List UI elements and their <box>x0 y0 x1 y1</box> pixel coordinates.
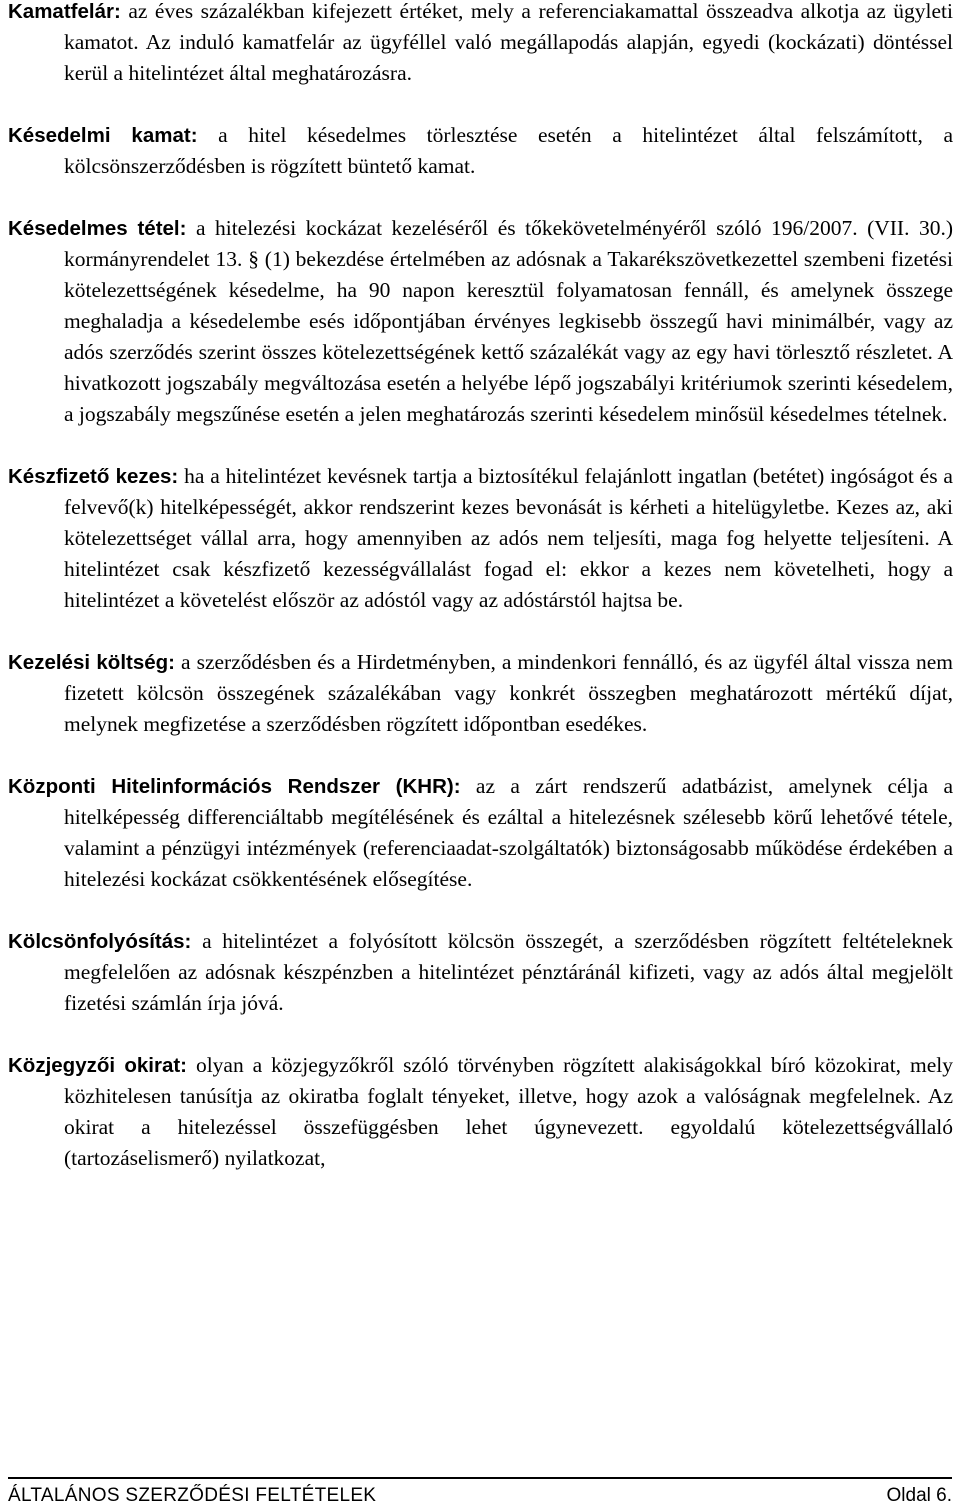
definition-text: az a zárt rendszerű adatbázist, amelynek célja a hitelképesség differenciáltabb megítélésének és ezáltal a hitelezésnek szélesebb körű lehetővé tétele, valamint a pénzügyi intézmények (referenciaadat-szolgáltatók) biztonságosabb működése érdekében a hitelezési kockázat csökkentésének elősegítése. <box>64 774 953 891</box>
definition-term: Kezelési költség: <box>8 651 175 674</box>
definition-kesedelmes-tetel <box>8 213 953 430</box>
definition-text: az éves százalékban kifejezett értéket, mely a referenciakamattal összeadva alkotja az ügyleti kamatot. Az induló kamatfelár az ügyféllel való megállapodás alapján, egyedi (kockázati) döntéssel kerül a hitelintézet által meghatározásra. <box>64 0 953 85</box>
definition-term: Késedelmes tétel: <box>8 217 187 240</box>
definition-kamatfelar <box>8 0 953 89</box>
definition-kezelesi-koltseg <box>8 647 953 740</box>
definition-text: a szerződésben és a Hirdetményben, a mindenkori fennálló, és az ügyfél által vissza nem fizetett kölcsön összegének százalékában vagy konkrét összegben meghatározott mértékű díjat, melynek megfizetése a szerződésben rögzített időpontban esedékes. <box>64 650 954 736</box>
definition-keszfizeto-kezes <box>8 461 953 616</box>
footer-divider <box>8 1477 952 1479</box>
definition-term: Központi Hitelinformációs Rendszer (KHR): <box>8 775 461 798</box>
definitions-list <box>8 0 953 1174</box>
definition-term: Közjegyzői okirat: <box>8 1054 187 1077</box>
definition-text: a hitel késedelmes törlesztése esetén a hitelintézet által felszámított, a kölcsönszerződésben is rögzített büntető kamat. <box>64 123 953 178</box>
definition-term: Késedelmi kamat: <box>8 124 198 147</box>
definition-kesedelmi-kamat <box>8 120 953 182</box>
definition-text: a hitelezési kockázat kezeléséről és tőkekövetelményéről szóló 196/2007. (VII. 30.) kormányrendelet 13. § (1) bekezdése értelmében az adósnak a Takarékszövetkezettel szembeni fizetési kötelezettségének késedelme, ha 90 napon keresztül folyamatosan fennáll, és amelynek összege meghaladja a késedelembe esés időpontjában érvényes legkisebb összegű havi minimálbér, vagy az adós szerződés szerint összes kötelezettségének kettő százalékát vagy az egy havi törlesztő részletet. A hivatkozott jogszabály megváltozása esetén a helyébe lépő jogszabályi kritériumok szerinti késedelem, a jogszabály megszűnése esetén a jelen meghatározás szerinti késedelem minősül késedelmes tételnek. <box>64 216 953 426</box>
footer-document-title: ÁLTALÁNOS SZERZŐDÉSI FELTÉTELEK <box>8 1485 377 1506</box>
definition-text: a hitelintézet a folyósított kölcsön összegét, a szerződésben rögzített feltételeknek megfelelően az adósnak készpénzben a hitelintézet pénztáránál kifizeti, vagy az adós által megjelölt fizetési számlán írja jóvá. <box>64 929 953 1015</box>
page-number: Oldal 6. <box>886 1485 952 1506</box>
definition-term: Kamatfelár: <box>8 0 121 23</box>
definition-text: ha a hitelintézet kevésnek tartja a biztosítékul felajánlott ingatlan (betétet) ingóságot és a felvevő(k) hitelképességét, akkor rendszerint kezes bevonását is kérheti a hitelügyletbe. Kezes az, aki kötelezettséget vállal arra, hogy amennyiben az adós nem teljesíti, maga fog helyette teljesíteni. A hitelintézet csak készfizető kezességvállalást fogad el: ekkor a kezes nem követelheti, hogy a hitelintézet a követelést először az adóstól vagy az adóstárstól hajtsa be. <box>64 464 953 612</box>
definition-kolcsonfolyositas <box>8 926 953 1019</box>
page-footer <box>8 1480 952 1511</box>
definition-kozjegyzoi-okirat <box>8 1050 953 1174</box>
definition-text: olyan a közjegyzőkről szóló törvényben rögzített alakiságokkal bíró közokirat, mely közhitelesen tanúsítja az okiratba foglalt tényeket, illetve, hogy azok a valóságnak megfelelnek. Az okirat a hitelezéssel összefüggésben lehet úgynevezett. egyoldalú kötelezettségvállaló (tartozáselismerő) nyilatkozat, <box>64 1053 953 1170</box>
definition-term: Készfizető kezes: <box>8 465 179 488</box>
definition-term: Kölcsönfolyósítás: <box>8 930 192 953</box>
definition-khr <box>8 771 953 895</box>
